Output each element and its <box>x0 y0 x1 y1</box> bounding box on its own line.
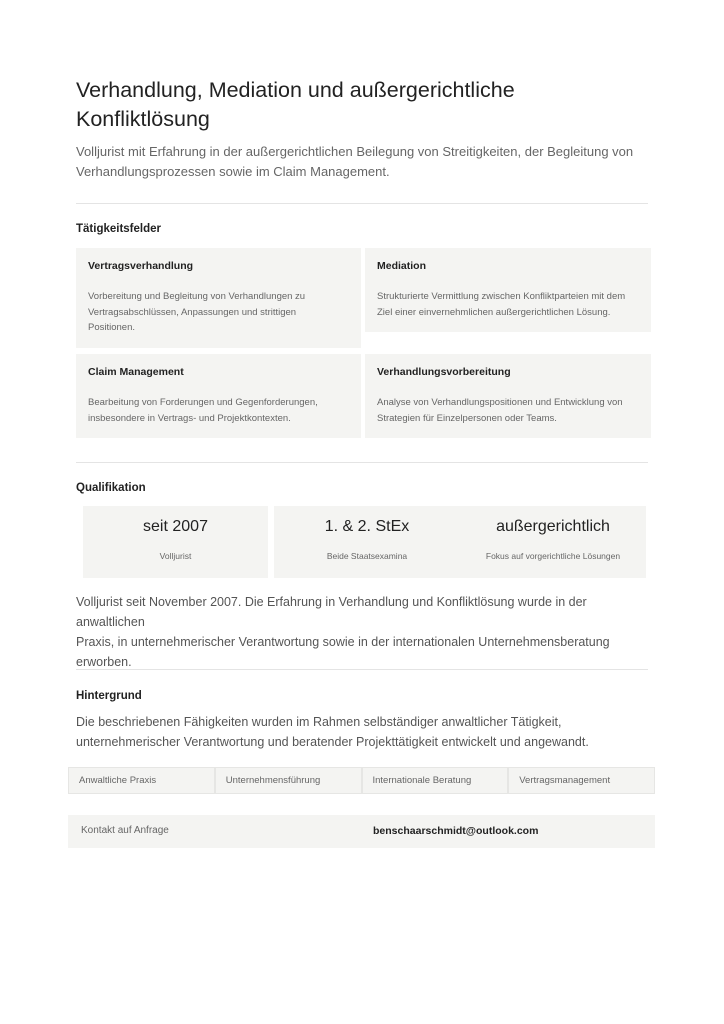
card-text-line: Bearbeitung von Forderungen und Gegenforderungen, <box>88 397 318 408</box>
card-claim-management <box>76 354 361 438</box>
card-text-line: Strategien für Einzelpersonen oder Teams. <box>377 412 557 424</box>
hintergrund-text <box>76 712 656 752</box>
stat-value: seit 2007 <box>143 518 208 535</box>
page-title <box>76 76 648 134</box>
divider <box>76 203 648 204</box>
card-text-line: Strukturierte Vermittlung zwischen Konfliktparteien mit dem <box>377 291 626 302</box>
contact-label: Kontakt auf Anfrage <box>81 825 169 836</box>
card-mediation <box>365 248 651 332</box>
tag-list <box>68 767 655 794</box>
tag-item: Internationale Beratung <box>362 767 509 794</box>
divider <box>76 462 648 463</box>
stat-volljurist <box>83 517 268 561</box>
card-text <box>88 289 349 336</box>
section-title-hintergrund: Hintergrund <box>76 690 142 702</box>
stat-aussergerichtlich <box>460 517 646 561</box>
text-line: Praxis, in unternehmerischer Verantwortung sowie in der internationalen Unternehmensberatung <box>76 635 610 649</box>
card-title: Verhandlungsvorbereitung <box>377 366 511 378</box>
card-text <box>377 395 639 426</box>
page-subtitle <box>76 142 648 182</box>
stat-value: 1. & 2. StEx <box>324 518 410 535</box>
card-text <box>88 395 349 426</box>
card-title: Vertragsverhandlung <box>88 260 194 272</box>
tag-item: Vertragsmanagement <box>508 767 655 794</box>
subtitle-line-1: Volljurist mit Erfahrung in der außergerichtlichen Beilegung von Streitigkeiten, der Begleitung von <box>76 144 634 159</box>
qualifikation-text <box>76 592 656 672</box>
tag-item: Unternehmensführung <box>215 767 362 794</box>
text-line: erworben. <box>76 655 132 669</box>
text-line: unternehmerischer Verantwortung und beratender Projekttätigkeit entwickelt und angewandt. <box>76 735 589 749</box>
card-text-line: Positionen. <box>88 322 136 333</box>
card-text <box>377 289 639 320</box>
divider <box>76 669 648 670</box>
page-title-line-2: Konfliktlösung <box>76 107 210 131</box>
stat-label: Fokus auf vorgerichtliche Lösungen <box>485 551 621 561</box>
card-title: Mediation <box>377 260 426 272</box>
page-header <box>76 76 648 182</box>
contact-bar <box>68 815 655 848</box>
card-vertragsverhandlung <box>76 248 361 348</box>
subtitle-line-2: Verhandlungsprozessen sowie im Claim Management. <box>76 164 390 179</box>
stat-label: Volljurist <box>159 551 192 561</box>
stat-label: Beide Staatsexamina <box>326 551 408 561</box>
card-title: Claim Management <box>88 366 184 378</box>
stat-staatsexamina <box>274 517 460 561</box>
card-verhandlungsvorbereitung <box>365 354 651 438</box>
text-line: Volljurist seit November 2007. Die Erfahrung in Verhandlung und Konfliktlösung wurde in der anwaltlichen <box>76 595 587 629</box>
stat-value: außergerichtlich <box>496 518 610 535</box>
card-text-line: Vorbereitung und Begleitung von Verhandlungen zu <box>88 291 306 302</box>
page-title-line-1: Verhandlung, Mediation und außergerichtliche <box>76 78 515 102</box>
section-title-taetigkeitsfelder: Tätigkeitsfelder <box>76 223 161 235</box>
tag-item: Anwaltliche Praxis <box>68 767 215 794</box>
card-text-line: Ziel einer einvernehmlichen außergerichtlichen Lösung. <box>377 306 611 318</box>
text-line: Die beschriebenen Fähigkeiten wurden im Rahmen selbständiger anwaltlicher Tätigkeit, <box>76 715 562 729</box>
card-text-line: Analyse von Verhandlungspositionen und Entwicklung von <box>377 397 623 408</box>
card-text-line: insbesondere in Vertrags- und Projektkontexten. <box>88 412 291 424</box>
card-text-line: Vertragsabschlüssen, Anpassungen und strittigen <box>88 306 297 318</box>
section-title-qualifikation: Qualifikation <box>76 482 146 494</box>
contact-email[interactable]: benschaarschmidt@outlook.com <box>373 825 539 837</box>
